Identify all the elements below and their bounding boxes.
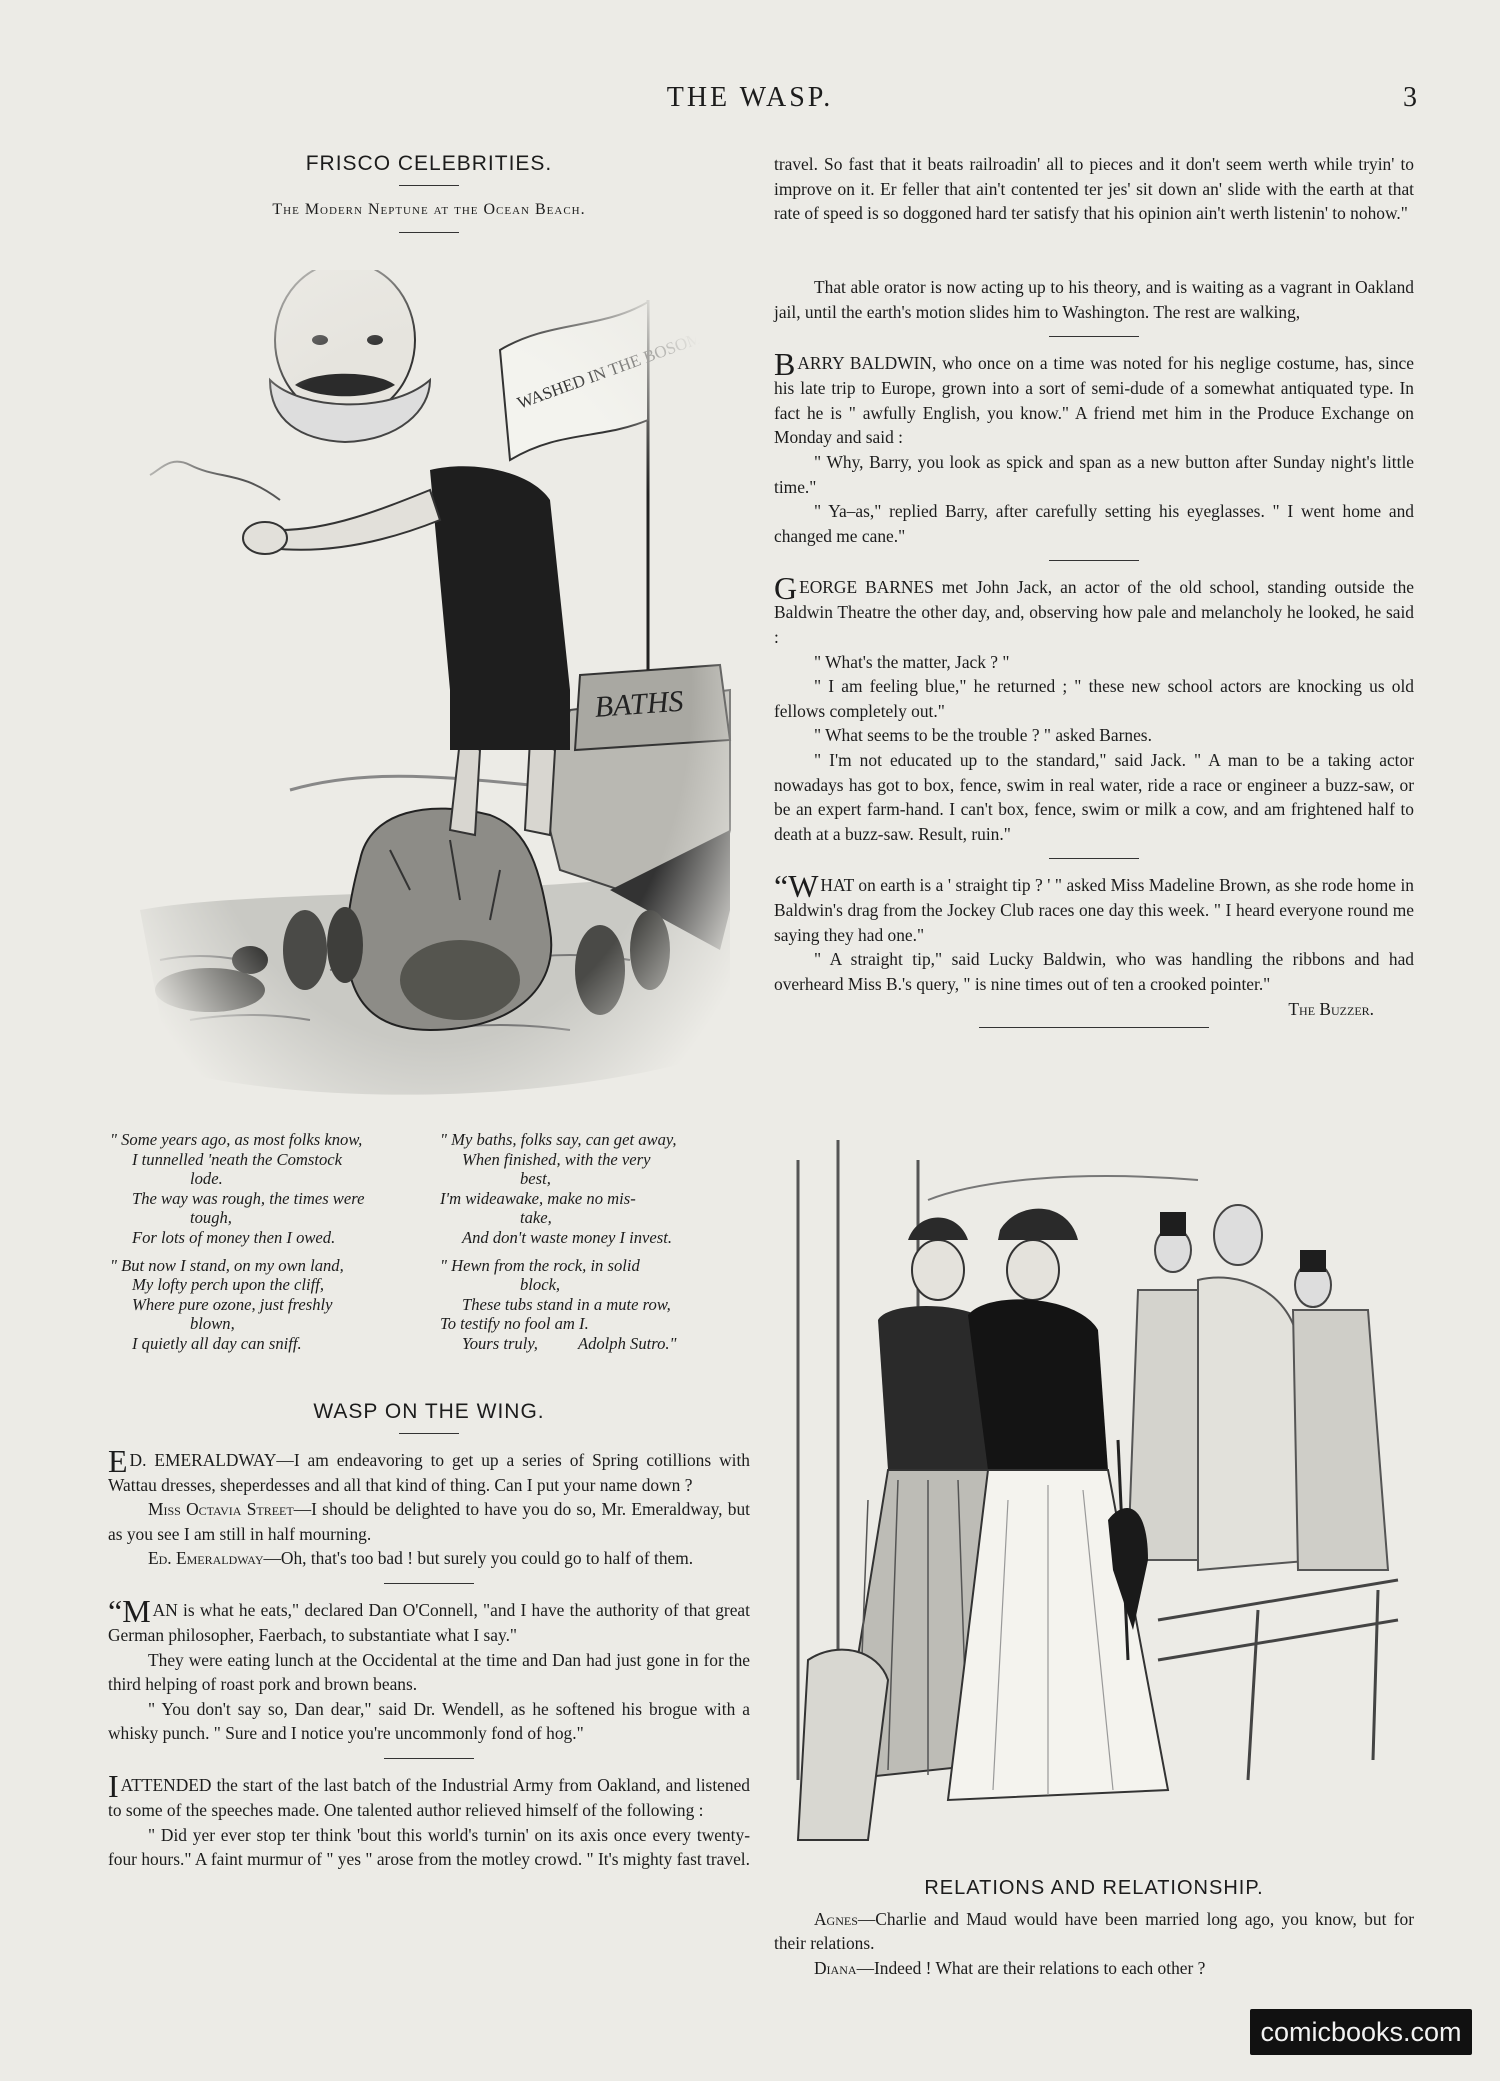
dropcap: G [774,570,798,607]
paragraph-text: EORGE BARNES met John Jack, an actor of the old school, standing outside the Baldwin Theatre the other day, and, observing how pale and melancholy he looked, he said : [774,577,1414,647]
poem-line: " My baths, folks say, can get away, [440,1130,677,1149]
george-paragraph-4: " What seems to be the trouble ? " asked Barnes. [814,725,1152,746]
divider-rule [979,1027,1209,1028]
attended-quote-continued [774,152,1414,275]
divider-rule [384,1583,474,1584]
page-number: 3 [1403,82,1417,113]
divider-rule [399,232,459,233]
poem-signature: Adolph Sutro." [577,1333,677,1353]
barry-paragraph-3: " Ya–as," replied Barry, after carefully setting his eyeglasses. " I went home and changed me cane." [774,501,1414,546]
paragraph-text: HAT on earth is a ' straight tip ? ' " asked Miss Madeline Brown, as she rode home in Baldwin's drag from the Jockey Club races one day this week. " I heard everyone round me saying they had one." [774,875,1414,945]
george-paragraph-5: " I'm not educated up to the standard," said Jack. " A man to be a taking actor nowadays has got to box, fence, swim in real water, ride a race or engineer a buzz-saw, or be an expert farm-hand. I can't box, fence, swim or milk a cow, and am frightened half to death at a buzz-saw. Result, ruin." [774,749,1414,844]
poem-line: When finished, with the very [462,1149,651,1169]
relations-title: RELATIONS AND RELATIONSHIP. [924,1877,1264,1899]
poem-line: blown, [190,1314,235,1334]
poem-line: And don't waste money I invest. [462,1227,673,1247]
paragraph-text: —Oh, that's too bad ! but surely you could go to half of them. [263,1548,694,1569]
page-header-title: THE WASP. [666,82,834,113]
poem-line: " Hewn from the rock, in solid [440,1255,640,1275]
poem-line: lode. [190,1169,223,1189]
poem-line: My lofty perch upon the cliff, [132,1275,325,1295]
poem-line: " But now I stand, on my own land, [110,1255,344,1275]
man-paragraph [108,1592,750,1648]
poem-line [440,1334,760,1354]
paragraph-text: D. EMERALDWAY—I am endeavoring to get up a series of Spring cotillions with Wattau dresses, sheperdesses and all that kind of thing. Can I put your name down ? [108,1449,750,1495]
poem-line: For lots of money then I owed. [132,1227,336,1247]
attended-quote-start: " Did yer ever stop ter think 'bout this world's turnin' on its axis once every twenty-four hours." A faint murmur of " yes " arose from the motley crowd. " It's mighty fast travel. [108,1824,750,1870]
dropcap: I [108,1767,119,1804]
emerald-reply [108,1497,750,1546]
dropcap: B [774,346,796,383]
attended-paragraph [108,1767,750,1823]
signoff: The Buzzer. [1288,998,1374,1019]
poem-line: I tunnelled 'neath the Comstock [132,1149,342,1169]
emerald-answer [108,1546,750,1571]
dropcap: E [108,1442,128,1479]
what-paragraph-2: " A straight tip," said Lucky Baldwin, who was handling the ribbons and had overheard Miss B.'s query, " is nine times out of ten a crooked pointer." [774,949,1414,995]
divider-rule [399,1433,459,1434]
relations-illustration [778,1140,1414,1860]
divider-rule [1049,560,1139,561]
dropcap: “W [774,868,819,905]
what-paragraph [774,868,1414,947]
neptune-illustration [130,270,740,1110]
poem-line: I quietly all day can sniff. [132,1333,302,1353]
poem-line: The way was rough, the times were [132,1188,365,1208]
frisco-section [108,152,750,233]
relations-line-1 [774,1907,1414,1956]
poem-line: I'm wideawake, make no mis- [440,1188,636,1208]
poem-line: take, [520,1208,552,1228]
barry-paragraph-2: " Why, Barry, you look as spick and span as a new button after Sunday night's little time." [774,451,1414,497]
george-paragraph [774,570,1414,649]
attended-quote-tail: travel. So fast that it beats railroadin' all to pieces and it don't seem werth while tryin' to improve on it. Er feller that ain't contented ter jes' sit down an' slide with the earth at that rate of speed is so doggoned hard ter satisfy that his opinion ain't werth listenin' to nohow." [774,154,1414,224]
relations-line-2 [774,1956,1414,1981]
poem-line: Where pure ozone, just freshly [132,1294,333,1314]
wasp-section-left [108,1400,750,1872]
divider-rule [399,185,459,186]
poem-left [110,1130,420,1354]
speaker-name: Ed. Emeraldway [148,1548,264,1569]
divider-rule [384,1758,474,1759]
poem-line: " Some years ago, as most folks know, [110,1130,363,1149]
wasp-title: WASP ON THE WING. [313,1400,545,1423]
divider-rule [1049,336,1139,337]
wasp-section-right [774,152,1414,1028]
watermark-logo: comicbooks.com [1250,2009,1472,2055]
poem-line: To testify no fool am I. [440,1314,589,1334]
emerald-paragraph [108,1442,750,1498]
paragraph-text: ATTENDED the start of the last batch of the Industrial Army from Oakland, and listened to some of the speeches made. One talented author relieved himself of the following : [108,1774,750,1820]
attended-paragraph-3: That able orator is now acting up to his theory, and is waiting as a vagrant in Oakland jail, until the earth's motion slides him to Washington. The rest are walking, [774,277,1414,322]
paragraph-text: AN is what he eats," declared Dan O'Connell, "and I have the authority of that great German philosopher, Faerbach, to substantiate what I say." [108,1599,750,1645]
paragraph-text: —Indeed ! What are their relations to each other ? [856,1957,1206,1978]
man-paragraph-3: " You don't say so, Dan dear," said Dr. Wendell, as he softened his brogue with a whisky punch. " Sure and I notice you're uncommonly fond of hog." [108,1698,750,1744]
frisco-subtitle: The Modern Neptune at the Ocean Beach. [272,200,586,218]
george-paragraph-3: " I am feeling blue," he returned ; " these new school actors are knocking us old fellows completely out." [774,676,1414,721]
relations-section [774,1876,1414,1980]
poem-line: These tubs stand in a mute row, [462,1294,671,1314]
divider-rule [1049,858,1139,859]
paragraph-text: —I should be delighted to have you do so, Mr. Emeraldway, but as you see I am still in half mourning. [108,1499,750,1544]
speaker-name: Agnes [814,1908,858,1929]
paragraph-text: ARRY BALDWIN, who once on a time was noted for his neglige costume, has, since his late trip to Europe, grown into a sort of semi-dude of a somewhat antiquated type. In fact he is " awfully English, you know." A friend met him in the Produce Exchange on Monday and said : [774,353,1414,448]
dropcap: “M [108,1592,151,1629]
poem-right [440,1130,760,1354]
frisco-title: FRISCO CELEBRITIES. [305,152,553,175]
poem-line: best, [520,1169,551,1189]
poem-line: block, [520,1275,561,1295]
poem-closing: Yours truly, [462,1333,538,1353]
speaker-name: Miss Octavia Street [148,1499,294,1520]
george-paragraph-2: " What's the matter, Jack ? " [814,651,1010,672]
paragraph-text: —Charlie and Maud would have been married long ago, you know, but for their relations. [774,1908,1414,1954]
speaker-name: Diana [814,1957,857,1978]
poem-line: tough, [190,1208,232,1228]
man-paragraph-2: They were eating lunch at the Occidental at the time and Dan had just gone in for the third helping of roast pork and brown beans. [108,1649,750,1695]
barry-paragraph [774,346,1414,450]
